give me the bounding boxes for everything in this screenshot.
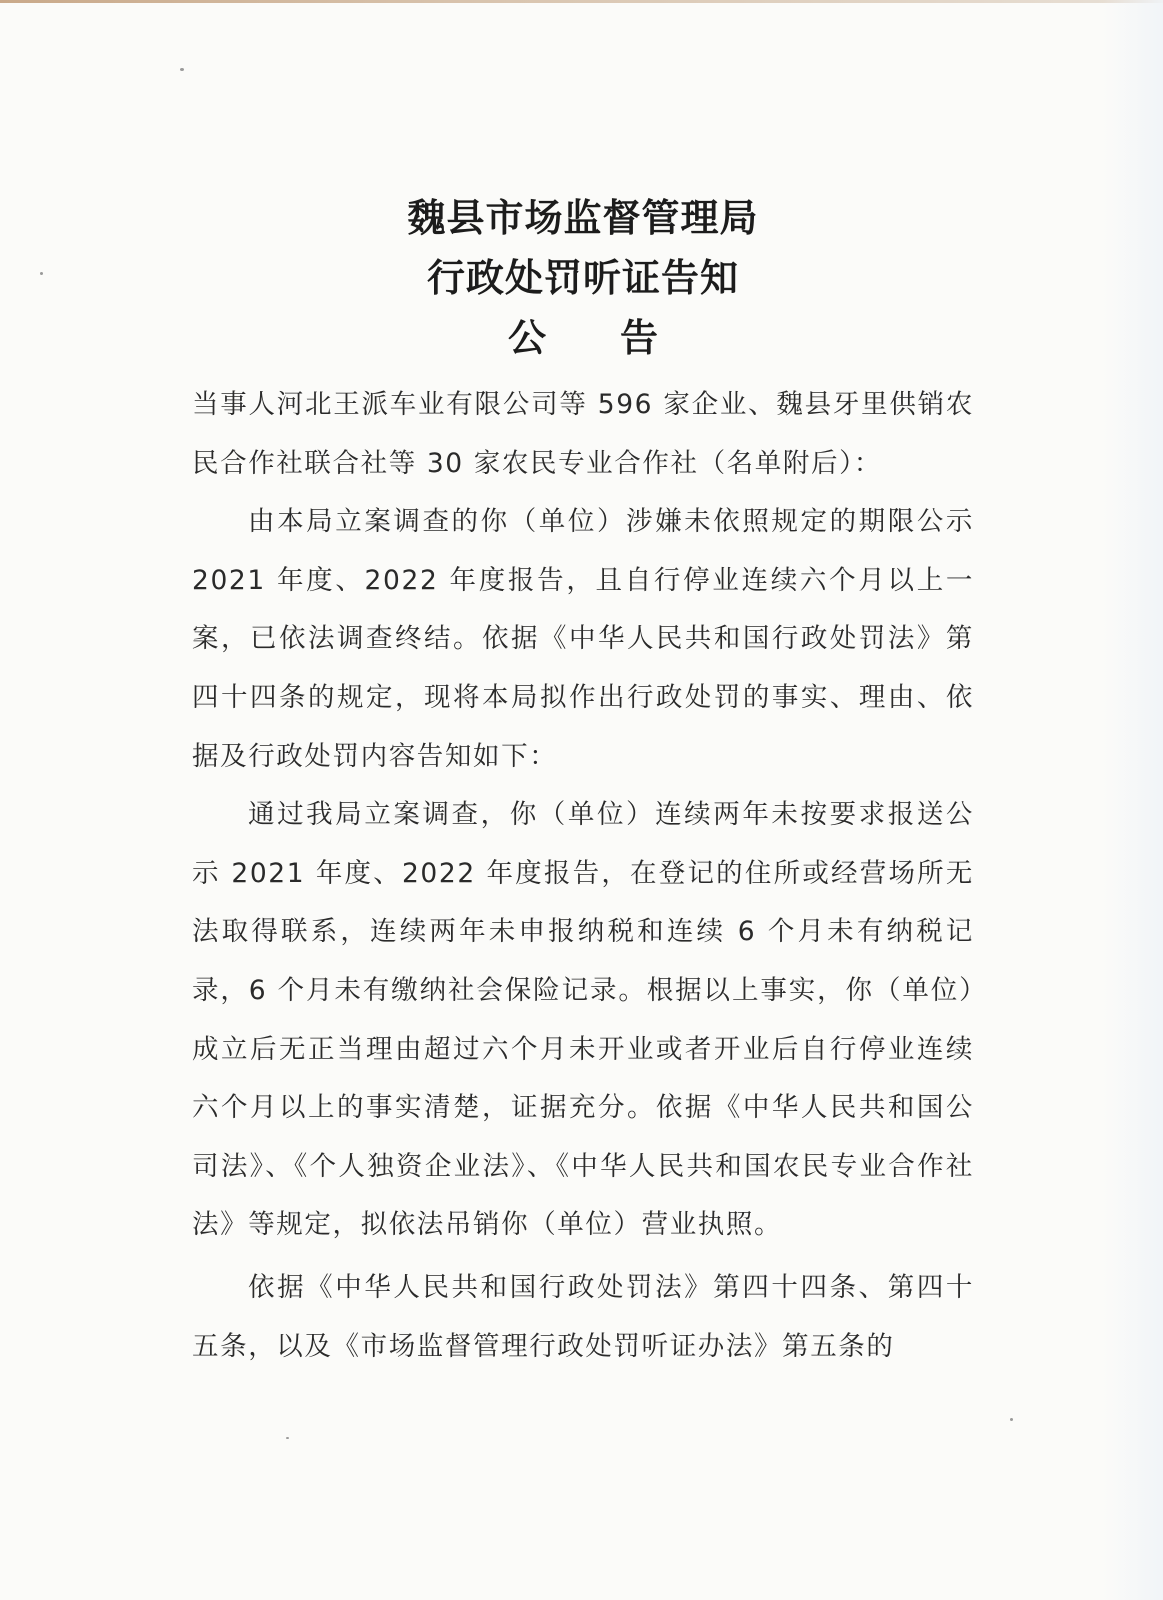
notice-document	[192, 188, 974, 1376]
scan-speck	[40, 272, 43, 275]
scan-speck	[1010, 1418, 1013, 1421]
document-title-agency: 魏县市场监督管理局	[407, 195, 759, 240]
addressee-paragraph: 当事人河北王派车业有限公司等 596 家企业、魏县牙里供销农民合作社联合社等 30 家农民专业合作社（名单附后）：	[192, 389, 974, 479]
scan-edge-top	[0, 0, 1163, 3]
body-paragraph-facts: 通过我局立案调查，你（单位）连续两年未按要求报送公示 2021 年度、2022 年度报告，在登记的住所或经营场所无法取得联系，连续两年未申报纳税和连续 6 个月未有纳税记录，6 个月未有缴纳社会保险记录。根据以上事实，你（单位）成立后无正当理由超过六个月未开业或者开业后自行停业连续六个月以上的事实清楚，证据充分。依据《中华人民共和国公司法》、《个人独资企业法》、《中华人民共和国农民专业合作社法》等规定，拟依法吊销你（单位）营业执照。	[192, 799, 974, 1241]
scan-speck	[180, 68, 184, 71]
body-paragraph-legal-basis: 依据《中华人民共和国行政处罚法》第四十四条、第四十五条，以及《市场监督管理行政处罚听证办法》第五条的	[192, 1271, 974, 1362]
document-body	[192, 376, 974, 1376]
body-paragraph-investigation: 由本局立案调查的你（单位）涉嫌未依照规定的期限公示 2021 年度、2022 年度报告，且自行停业连续六个月以上一案，已依法调查终结。依据《中华人民共和国行政处罚法》第四十四条的规定，现将本局拟作出行政处罚的事实、理由、依据及行政处罚内容告知如下：	[192, 506, 974, 772]
document-title-subject: 行政处罚听证告知	[426, 255, 739, 300]
document-title-notice: 公告	[507, 315, 732, 360]
scan-speck	[286, 1437, 289, 1439]
scan-edge-right	[1103, 0, 1163, 1600]
